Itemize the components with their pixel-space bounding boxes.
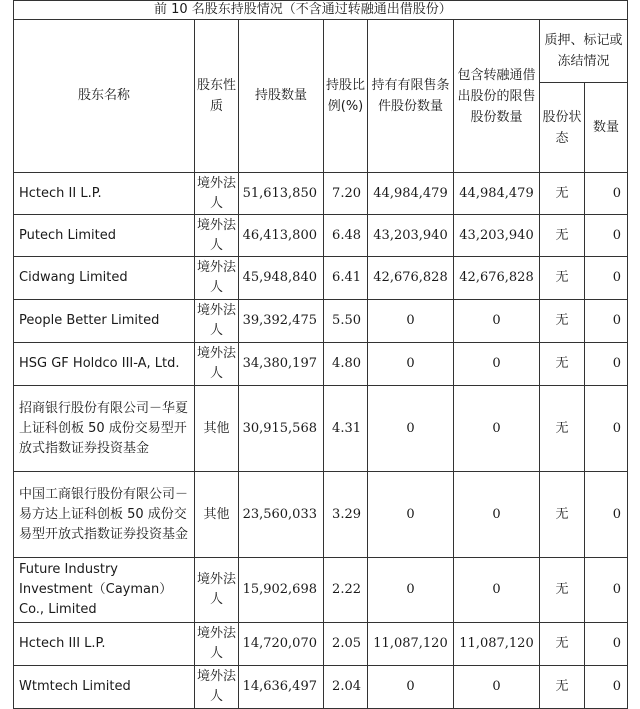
pledge-quantity-cell: 0 [585, 386, 628, 472]
shareholder-nature-cell: 境外法人 [195, 215, 239, 257]
restricted-shares-cell: 0 [368, 343, 454, 386]
shareholder-name-cell: 招商银行股份有限公司－华夏上证科创板 50 成份交易型开放式指数证券投资基金 [14, 386, 195, 472]
holding-ratio-cell: 2.22 [324, 558, 368, 623]
shareholder-table-container [13, 0, 627, 709]
header-shareholder-name: 股东名称 [14, 20, 195, 173]
restricted-incl-lent-cell: 42,676,828 [454, 257, 540, 300]
restricted-shares-cell: 0 [368, 666, 454, 709]
shareholder-name-cell: Cidwang Limited [14, 257, 195, 300]
shares-held-cell: 39,392,475 [239, 300, 324, 343]
pledge-quantity-cell: 0 [585, 343, 628, 386]
shareholder-name-cell: Future Industry Investment（Cayman）Co., Limited [14, 558, 195, 623]
pledge-quantity-cell: 0 [585, 666, 628, 709]
shares-held-cell: 14,636,497 [239, 666, 324, 709]
header-pledge-group: 质押、标记或冻结情况 [540, 20, 628, 83]
pledge-status-cell: 无 [540, 666, 585, 709]
pledge-quantity-cell: 0 [585, 558, 628, 623]
shareholder-name-cell: HSG GF Holdco III-A, Ltd. [14, 343, 195, 386]
header-holding-ratio: 持股比例(%) [324, 20, 368, 173]
shares-held-cell: 14,720,070 [239, 623, 324, 666]
header-restricted-shares: 持有有限售条件股份数量 [368, 20, 454, 173]
table-row [14, 386, 628, 472]
shares-held-cell: 45,948,840 [239, 257, 324, 300]
header-shares-held: 持股数量 [239, 20, 324, 173]
restricted-incl-lent-cell: 11,087,120 [454, 623, 540, 666]
pledge-status-cell: 无 [540, 558, 585, 623]
header-pledge-quantity: 数量 [585, 83, 628, 173]
restricted-incl-lent-cell: 0 [454, 472, 540, 558]
shareholder-nature-cell: 境外法人 [195, 666, 239, 709]
restricted-incl-lent-cell: 44,984,479 [454, 173, 540, 215]
table-row [14, 472, 628, 558]
table-row [14, 173, 628, 215]
holding-ratio-cell: 6.41 [324, 257, 368, 300]
holding-ratio-cell: 4.80 [324, 343, 368, 386]
table-row [14, 215, 628, 257]
pledge-status-cell: 无 [540, 215, 585, 257]
restricted-shares-cell: 11,087,120 [368, 623, 454, 666]
table-title-row [14, 1, 628, 20]
holding-ratio-cell: 7.20 [324, 173, 368, 215]
restricted-shares-cell: 0 [368, 300, 454, 343]
shareholder-name-cell: Wtmtech Limited [14, 666, 195, 709]
pledge-status-cell: 无 [540, 173, 585, 215]
table-row [14, 623, 628, 666]
holding-ratio-cell: 2.05 [324, 623, 368, 666]
shareholder-nature-cell: 境外法人 [195, 343, 239, 386]
header-row-1 [14, 20, 628, 83]
shareholder-nature-cell: 境外法人 [195, 257, 239, 300]
shareholder-name-cell: Hctech II L.P. [14, 173, 195, 215]
table-title: 前 10 名股东持股情况（不含通过转融通出借股份） [14, 1, 628, 20]
restricted-shares-cell: 44,984,479 [368, 173, 454, 215]
shareholder-name-cell: Hctech III L.P. [14, 623, 195, 666]
shareholder-name-cell: People Better Limited [14, 300, 195, 343]
restricted-shares-cell: 43,203,940 [368, 215, 454, 257]
shareholder-nature-cell: 境外法人 [195, 173, 239, 215]
header-shareholder-nature: 股东性质 [195, 20, 239, 173]
pledge-status-cell: 无 [540, 257, 585, 300]
pledge-quantity-cell: 0 [585, 472, 628, 558]
table-row [14, 558, 628, 623]
restricted-incl-lent-cell: 0 [454, 300, 540, 343]
restricted-incl-lent-cell: 0 [454, 666, 540, 709]
shareholder-nature-cell: 其他 [195, 472, 239, 558]
shares-held-cell: 34,380,197 [239, 343, 324, 386]
header-pledge-status: 股份状态 [540, 83, 585, 173]
top10-shareholders-table [13, 0, 628, 709]
pledge-status-cell: 无 [540, 472, 585, 558]
pledge-status-cell: 无 [540, 343, 585, 386]
restricted-shares-cell: 42,676,828 [368, 257, 454, 300]
shareholder-nature-cell: 境外法人 [195, 300, 239, 343]
restricted-incl-lent-cell: 0 [454, 343, 540, 386]
pledge-status-cell: 无 [540, 300, 585, 343]
shareholder-name-cell: Putech Limited [14, 215, 195, 257]
restricted-shares-cell: 0 [368, 386, 454, 472]
holding-ratio-cell: 6.48 [324, 215, 368, 257]
holding-ratio-cell: 2.04 [324, 666, 368, 709]
pledge-quantity-cell: 0 [585, 623, 628, 666]
table-row [14, 666, 628, 709]
shares-held-cell: 46,413,800 [239, 215, 324, 257]
shareholder-nature-cell: 其他 [195, 386, 239, 472]
table-row [14, 343, 628, 386]
holding-ratio-cell: 5.50 [324, 300, 368, 343]
holding-ratio-cell: 3.29 [324, 472, 368, 558]
pledge-status-cell: 无 [540, 623, 585, 666]
shareholder-nature-cell: 境外法人 [195, 623, 239, 666]
shares-held-cell: 51,613,850 [239, 173, 324, 215]
shares-held-cell: 23,560,033 [239, 472, 324, 558]
pledge-quantity-cell: 0 [585, 257, 628, 300]
restricted-shares-cell: 0 [368, 472, 454, 558]
pledge-quantity-cell: 0 [585, 215, 628, 257]
shares-held-cell: 15,902,698 [239, 558, 324, 623]
shareholder-name-cell: 中国工商银行股份有限公司－易方达上证科创板 50 成份交易型开放式指数证券投资基金 [14, 472, 195, 558]
restricted-incl-lent-cell: 43,203,940 [454, 215, 540, 257]
shares-held-cell: 30,915,568 [239, 386, 324, 472]
restricted-incl-lent-cell: 0 [454, 558, 540, 623]
shareholder-nature-cell: 境外法人 [195, 558, 239, 623]
table-row [14, 300, 628, 343]
pledge-quantity-cell: 0 [585, 300, 628, 343]
holding-ratio-cell: 4.31 [324, 386, 368, 472]
restricted-incl-lent-cell: 0 [454, 386, 540, 472]
pledge-status-cell: 无 [540, 386, 585, 472]
header-restricted-incl-lent: 包含转融通借出股份的限售股份数量 [454, 20, 540, 173]
pledge-quantity-cell: 0 [585, 173, 628, 215]
restricted-shares-cell: 0 [368, 558, 454, 623]
table-row [14, 257, 628, 300]
